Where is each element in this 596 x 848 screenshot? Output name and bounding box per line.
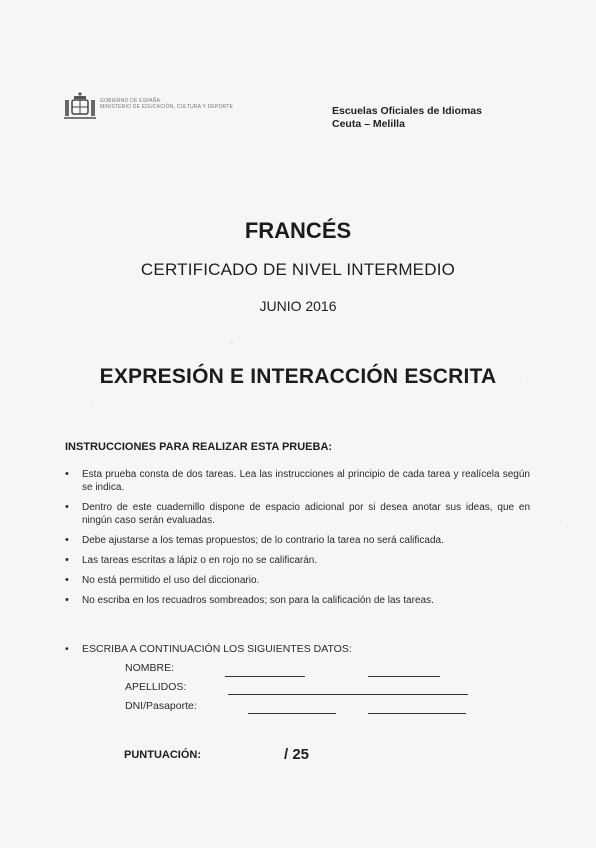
id-label: DNI/Pasaporte: xyxy=(125,700,197,712)
instructions-heading: INSTRUCCIONES PARA REALIZAR ESTA PRUEBA: xyxy=(65,441,333,453)
instruction-item: • No escriba en los recuadros sombreados; son para la calificación de las tareas. xyxy=(64,594,530,607)
surname-field-line[interactable] xyxy=(228,694,468,695)
scan-speckle xyxy=(90,400,92,402)
instruction-item: • Las tareas escritas a lápiz o en rojo no se calificarán. xyxy=(64,554,530,567)
scan-speckle xyxy=(560,520,562,522)
surname-label: APELLIDOS: xyxy=(125,681,187,693)
scan-speckle xyxy=(520,380,522,382)
score-value: / 25 xyxy=(284,746,310,763)
personal-data-heading: • ESCRIBA A CONTINUACIÓN LOS SIGUIENTES DATOS: xyxy=(64,643,352,655)
scan-speckle xyxy=(230,340,233,343)
ministry-line-2: MINISTERIO DE EDUCACIÓN, CULTURA Y DEPORTE xyxy=(100,104,234,110)
instruction-item: • Dentro de este cuadernillo dispone de espacio adicional por si desea anotar sus ideas, que en ningún caso serán evaluadas. xyxy=(64,501,530,527)
exam-section-title: EXPRESIÓN E INTERACCIÓN ESCRITA xyxy=(99,365,497,388)
id-field-line-1[interactable] xyxy=(248,713,336,714)
ministry-line-1: GOBIERNO DE ESPAÑA xyxy=(100,98,161,104)
ministry-name xyxy=(100,98,240,110)
instruction-item: • Esta prueba consta de dos tareas. Lea las instrucciones al principio de cada tarea y realícela según se indica. xyxy=(64,468,530,494)
id-field-line-2[interactable] xyxy=(368,713,466,714)
school-name xyxy=(332,105,482,131)
name-field-line-1[interactable] xyxy=(225,676,305,677)
school-line-1: Escuelas Oficiales de Idiomas xyxy=(332,105,482,117)
name-label: NOMBRE: xyxy=(125,662,175,674)
exam-date: JUNIO 2016 xyxy=(259,298,337,314)
instruction-item: • No está permitido el uso del diccionario. xyxy=(64,574,530,587)
name-field-line-2[interactable] xyxy=(368,676,440,677)
instruction-item: • Debe ajustarse a los temas propuestos; de lo contrario la tarea no será calificada. xyxy=(64,534,530,547)
instructions-list xyxy=(64,468,530,614)
certificate-level: CERTIFICADO DE NIVEL INTERMEDIO xyxy=(140,260,456,279)
school-line-2: Ceuta – Melilla xyxy=(332,118,405,130)
exam-language-title: FRANCÉS xyxy=(244,218,352,243)
score-label: PUNTUACIÓN: xyxy=(124,749,201,761)
coat-of-arms-icon xyxy=(62,92,98,122)
ministry-logo xyxy=(62,92,242,124)
